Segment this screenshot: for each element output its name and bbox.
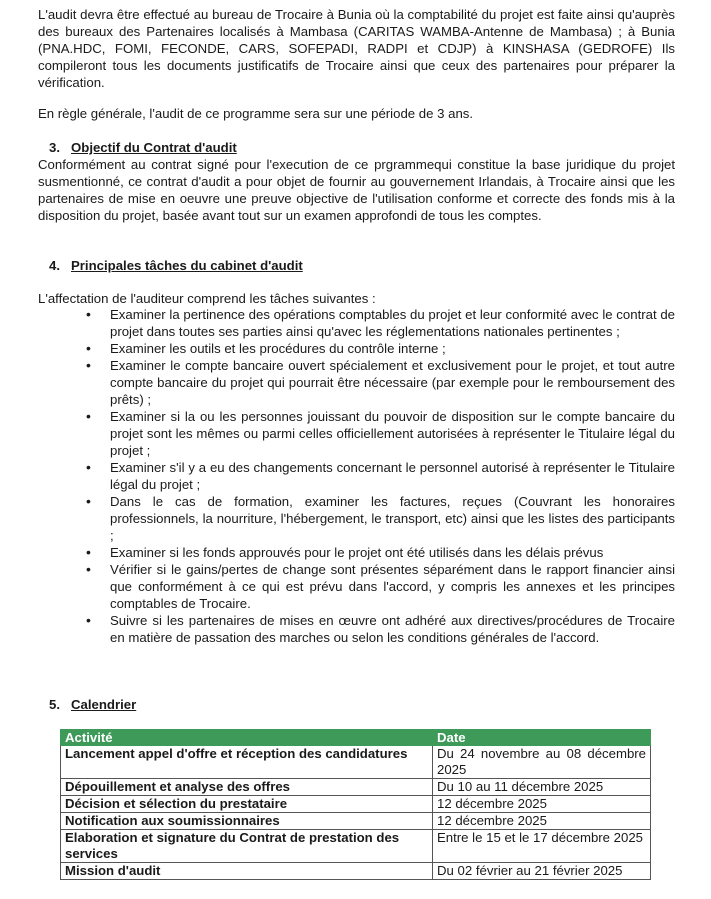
date-cell: Entre le 15 et le 17 décembre 2025 <box>433 830 651 863</box>
list-item: • Examiner si la ou les personnes jouissant du pouvoir de disposition sur le compte bancaire du projet sont les mêmes ou parmi celles officiellement autorisées à représenter le Titulaire légal du projet ; <box>110 408 675 459</box>
date-cell: Du 02 février au 21 février 2025 <box>433 863 651 880</box>
activity-cell: Lancement appel d'offre et réception des candidatures <box>61 746 433 779</box>
audit-period-paragraph: En règle générale, l'audit de ce programme sera sur une période de 3 ans. <box>38 106 474 121</box>
list-item: • Examiner le compte bancaire ouvert spécialement et exclusivement pour le projet, et tout autre compte bancaire du projet qui pourrait être nécessaire (par exemple pour le remboursement des prêts) ; <box>110 357 675 408</box>
activity-cell: Notification aux soumissionnaires <box>61 813 433 830</box>
calendar-table <box>60 729 651 880</box>
table-row <box>61 863 651 880</box>
date-cell: 12 décembre 2025 <box>433 796 651 813</box>
list-item: • Vérifier si le gains/pertes de change sont présentes séparément dans le rapport financier ainsi que conformément à ce qui est prévu dans l'accord, y compris les annexes et les principes comptables de Trocaire. <box>110 561 675 612</box>
table-row <box>61 796 651 813</box>
section-3-title: Objectif du Contrat d'audit <box>71 140 237 155</box>
list-item: • Examiner les outils et les procédures du contrôle interne ; <box>110 340 675 357</box>
table-row <box>61 746 651 779</box>
section-3-heading <box>49 139 237 156</box>
section-5-title: Calendrier <box>71 697 137 712</box>
list-item: • Examiner si les fonds approuvés pour le projet ont été utilisés dans les délais prévus <box>110 544 675 561</box>
intro-paragraph: L'audit devra être effectué au bureau de Trocaire à Bunia où la comptabilité du projet est faite ainsi qu'auprès des bureaux des Partenaires localisés à Mambasa (CARITAS WAMBA-Antenne de Mambasa) ; à Bunia (PNA.HDC, FOMI, FECONDE, CARS, SOFEPADI, RADPI et CDJP) à KINSHASA (GEDROFE) Ils compileront tous les documents justificatifs de Trocaire ainsi que ceux des partenaires pour préparer la vérification. <box>38 7 675 90</box>
section-4-intro: L'affectation de l'auditeur comprend les tâches suivantes : <box>38 291 376 306</box>
activity-cell: Dépouillement et analyse des offres <box>61 779 433 796</box>
list-item: • Suivre si les partenaires de mises en œuvre ont adhéré aux directives/procédures de Trocaire en matière de passation des marches ou selon les conditions générales de l'accord. <box>110 612 675 646</box>
list-item: • Examiner la pertinence des opérations comptables du projet et leur conformité avec le contrat de projet dans toutes ses parties ainsi qu'avec les réglementations nationales pertinentes ; <box>110 306 675 340</box>
section-4-number: 4. <box>49 258 60 273</box>
section-5-heading <box>49 696 136 713</box>
table-row <box>61 779 651 796</box>
activity-cell: Décision et sélection du prestataire <box>61 796 433 813</box>
activity-cell: Mission d'audit <box>61 863 433 880</box>
activity-cell: Elaboration et signature du Contrat de prestation des services <box>61 830 433 863</box>
section-3-number: 3. <box>49 140 60 155</box>
table-row <box>61 813 651 830</box>
tasks-list <box>110 306 675 646</box>
date-cell: Du 10 au 11 décembre 2025 <box>433 779 651 796</box>
section-3-body: Conformément au contrat signé pour l'execution de ce prgrammequi constitue la base juridique du projet susmentionné, ce contrat d'audit a pour objet de fournir au gouvernement Irlandais, à Trocaire ainsi que les partenaires de mise en oeuvre une preuve objective de l'utilisation conforme et correcte des fonds mis à la disposition du projet, basée avant tout sur un examen approfondi de tous les comptes. <box>38 157 675 223</box>
list-item: • Examiner s'il y a eu des changements concernant le personnel autorisé à représenter le Titulaire légal du projet ; <box>110 459 675 493</box>
table-header-row <box>61 730 651 746</box>
date-cell: 12 décembre 2025 <box>433 813 651 830</box>
section-4-heading <box>49 257 303 274</box>
section-5-number: 5. <box>49 697 60 712</box>
table-row <box>61 830 651 863</box>
section-4-title: Principales tâches du cabinet d'audit <box>71 258 303 273</box>
date-cell: Du 24 novembre au 08 décembre 2025 <box>433 746 651 779</box>
column-header-date: Date <box>433 730 651 746</box>
list-item: • Dans le cas de formation, examiner les factures, reçues (Couvrant les honoraires professionnels, la nourriture, l'hébergement, le transport, etc) ainsi que les listes des participants ; <box>110 493 675 544</box>
column-header-activity: Activité <box>61 730 433 746</box>
